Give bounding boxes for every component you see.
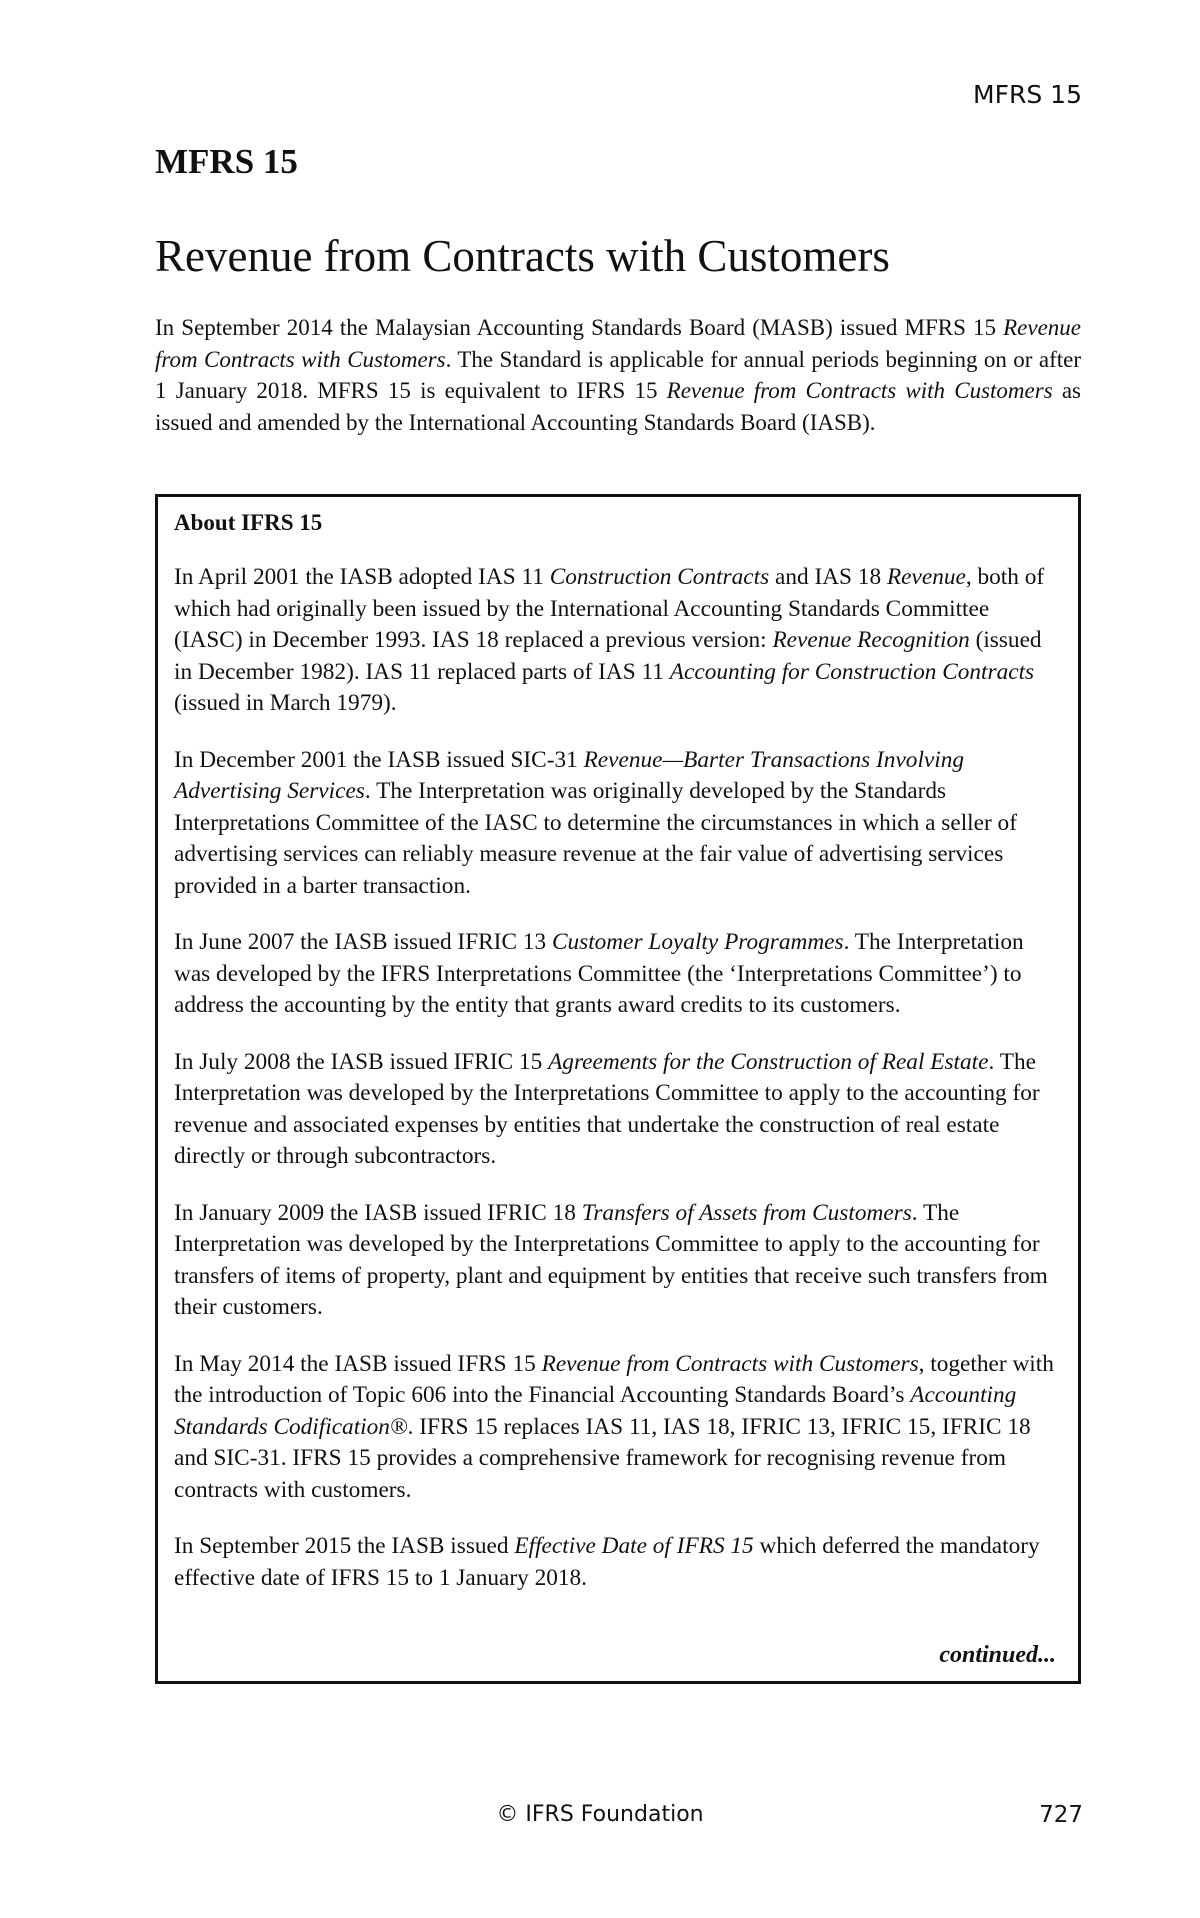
history-paragraph-2001-april: [174, 562, 1058, 720]
history-paragraph-2009-january: [174, 1198, 1058, 1324]
standard-code: MFRS 15: [155, 142, 298, 181]
history-paragraph-2014-may: [174, 1349, 1058, 1507]
standard-name: Effective Date of IFRS 15: [514, 1533, 754, 1559]
standard-name: Revenue: [886, 564, 966, 590]
standard-name: Revenue—Barter Transactions Involving Advertising Services: [174, 746, 965, 804]
para-text: . The Interpretation was developed by the Interpretations Committee to apply to the accounting for transfers of items of property, plant and equipment by entities that receive such transfers from their customers.: [174, 1199, 1048, 1320]
para-text: In December 2001 the IASB issued SIC-31: [174, 746, 584, 773]
intro-text-2: . The Standard is applicable for annual periods beginning on or after 1 January 2018. MFRS 15 is equivalent to IFRS 15: [155, 346, 1081, 403]
about-heading: About IFRS 15: [174, 510, 323, 535]
para-text: In April 2001 the IASB adopted IAS 11: [174, 564, 550, 590]
para-text: . The Interpretation was developed by the Interpretations Committee to apply to the accounting for revenue and associated expenses by entities that undertake the construction of real estate directly or through subcontractors.: [174, 1048, 1040, 1169]
intro-text-1: In September 2014 the Malaysian Accounting Standards Board (MASB) issued MFRS 15: [155, 315, 1004, 340]
para-text: (issued in March 1979).: [174, 690, 397, 716]
para-text: which deferred the mandatory effective date of IFRS 15 to 1 January 2018.: [174, 1533, 1040, 1591]
history-paragraph-2001-december: [174, 745, 1058, 903]
footer-copyright: © IFRS Foundation: [496, 1802, 704, 1827]
continued-note: continued...: [939, 1642, 1056, 1668]
standard-name: Revenue Recognition: [772, 627, 970, 653]
page-title: Revenue from Contracts with Customers: [155, 231, 890, 281]
standard-name: Accounting Standards Codification®: [174, 1382, 1017, 1440]
para-text: In January 2009 the IASB issued IFRIC 18: [174, 1199, 582, 1226]
standard-name: Revenue from Contracts with Customers: [541, 1350, 919, 1377]
para-text: . The Interpretation was developed by the IFRS Interpretations Committee (the ‘Interpretations Committee’) to address the accounting by the entity that grants award credits to its customers.: [174, 929, 1024, 1018]
para-text: In July 2008 the IASB issued IFRIC 15: [174, 1048, 549, 1075]
para-text: In June 2007 the IASB issued IFRIC 13: [174, 929, 552, 955]
intro-text-3: as issued and amended by the International Accounting Standards Board (IASB).: [155, 378, 1082, 435]
intro-paragraph: [155, 312, 1081, 438]
para-text: , both of which had originally been issued by the International Accounting Standards Committee (IASC) in December 1993. IAS 18 replaced a previous version:: [174, 564, 1045, 653]
standard-name: Transfers of Assets from Customers: [581, 1199, 912, 1226]
about-ifrs-15-box: [155, 494, 1081, 1684]
para-text: and IAS 18: [769, 564, 887, 590]
running-header: MFRS 15: [973, 80, 1082, 109]
history-paragraph-2007-june: [174, 927, 1058, 1022]
standard-name: Agreements for the Construction of Real Estate: [548, 1048, 989, 1075]
para-text: . IFRS 15 replaces IAS 11, IAS 18, IFRIC 13, IFRIC 15, IFRIC 18 and SIC-31. IFRS 15 provides a comprehensive framework for recognising revenue from contracts with customers.: [174, 1413, 1031, 1503]
intro-standard-name-1: Revenue from Contracts with Customers: [155, 315, 1081, 372]
para-text: In September 2015 the IASB issued: [174, 1533, 515, 1559]
standard-name: Accounting for Construction Contracts: [669, 658, 1035, 685]
para-text: , together with the introduction of Topic 606 into the Financial Accounting Standards Board’s: [174, 1350, 1054, 1408]
para-text: (issued in December 1982). IAS 11 replaced parts of IAS 11: [174, 627, 1042, 685]
standard-name: Customer Loyalty Programmes: [551, 929, 844, 955]
standard-name: Construction Contracts: [549, 564, 770, 590]
history-paragraph-2008-july: [174, 1047, 1058, 1173]
intro-standard-name-2: Revenue from Contracts with Customers: [666, 378, 1053, 403]
history-paragraph-2015-september: [174, 1531, 1058, 1594]
page-number: 727: [1039, 1802, 1083, 1828]
para-text: . The Interpretation was originally developed by the Standards Interpretations Committee of the IASC to determine the circumstances in which a seller of advertising services can reliably measure revenue at the fair value of advertising services provided in a barter transaction.: [174, 778, 1017, 899]
para-text: In May 2014 the IASB issued IFRS 15: [174, 1350, 542, 1377]
